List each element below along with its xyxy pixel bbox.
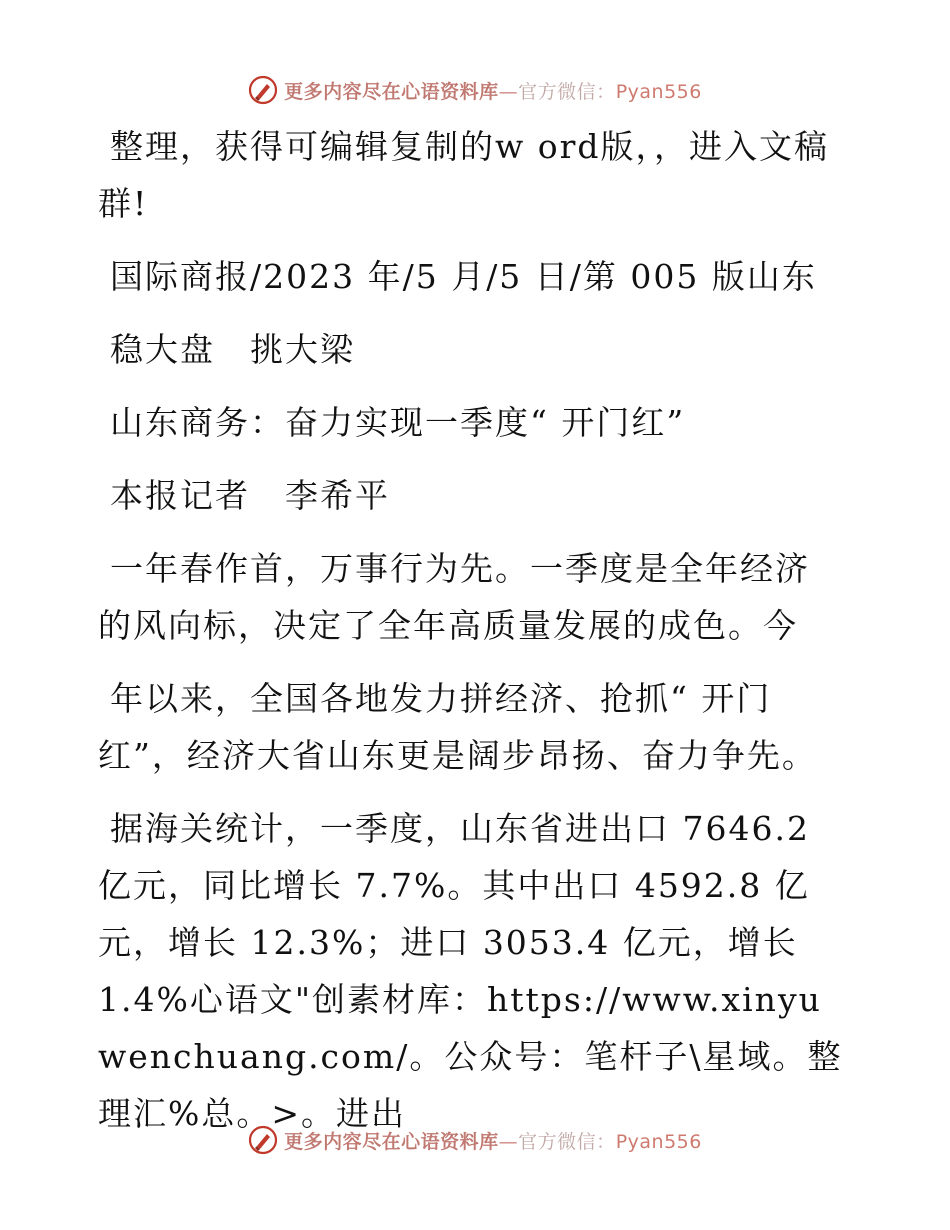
footer-banner[interactable]	[0, 1120, 950, 1160]
pen-nib-logo-icon	[248, 1125, 278, 1155]
header-banner-sub: 官方微信：	[518, 80, 616, 103]
header-banner-wechat-id: Pyan556	[615, 80, 702, 103]
footer-banner-main: 更多内容尽在心语资料库	[284, 1130, 499, 1153]
footer-banner-separator: —	[498, 1130, 519, 1153]
footer-banner-sub: 官方微信：	[518, 1130, 616, 1153]
paragraph-body-1: 年以来，全国各地发力拼经济、抢抓“ 开门红”，经济大省山东更是阔步昂扬、奋力争先。	[98, 679, 817, 775]
header-banner-text	[284, 77, 702, 104]
header-banner[interactable]	[0, 70, 950, 110]
paragraph-lead: 一年春作首，万事行为先。一季度是全年经济的风向标，决定了全年高质量发展的成色。今	[98, 549, 810, 645]
footer-banner-wechat-id: Pyan556	[615, 1130, 702, 1153]
pen-nib-logo-icon	[248, 75, 278, 105]
article-body	[98, 118, 843, 1158]
paragraph-source: 国际商报/2023 年/5 月/5 日/第 005 版山东	[110, 257, 817, 296]
paragraph-column: 稳大盘 挑大梁	[110, 330, 355, 369]
footer-banner-text	[284, 1127, 702, 1154]
paragraph-byline: 本报记者 李希平	[110, 476, 390, 515]
header-banner-separator: —	[498, 80, 519, 103]
paragraph-body-2: 据海关统计，一季度，山东省进出口 7646.2 亿元，同比增长 7.7%。其中出口 4592.8 亿元，增长 12.3%；进口 3053.4 亿元，增长 1.4%心语文"创素材库：https://www.xinyuwenchuang.com/。公众号：笔杆子\星域。整理汇%总。>。进出	[98, 809, 843, 1133]
paragraph-headline: 山东商务：奋力实现一季度“ 开门红”	[110, 403, 686, 442]
paragraph-intro: 整理，获得可编辑复制的w ord版，，进入文稿群!	[98, 127, 830, 223]
header-banner-main: 更多内容尽在心语资料库	[284, 80, 499, 103]
